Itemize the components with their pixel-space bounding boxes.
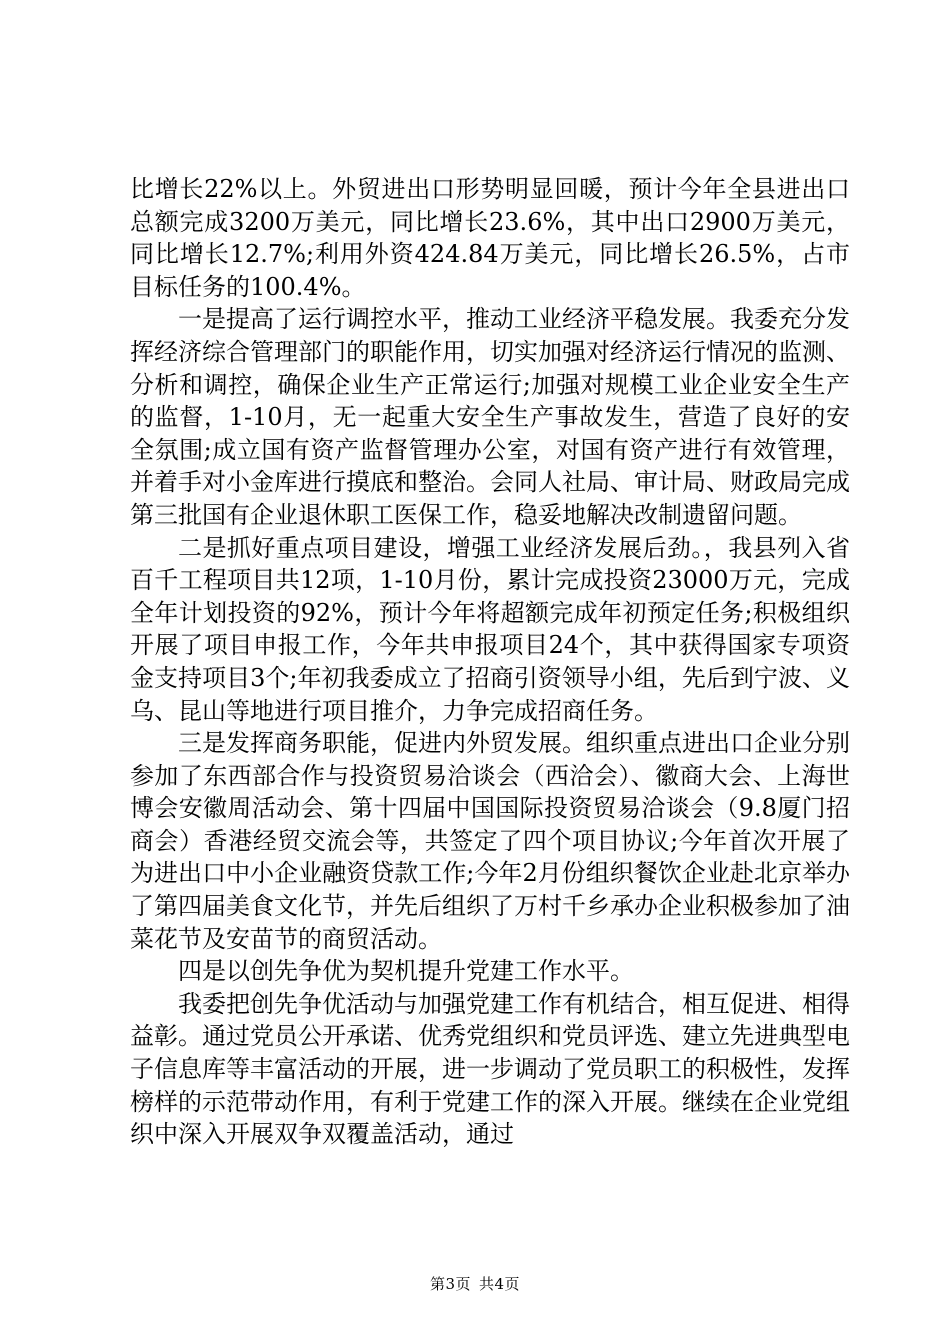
- paragraph-5: 四是以创先争优为契机提升党建工作水平。: [178, 957, 634, 986]
- paragraph-2: 一是提高了运行调控水平，推动工业经济平稳发展。我委充分发挥经济综合管理部门的职能作用，切实加强对经济运行情况的监测、分析和调控，确保企业生产正常运行;加强对规模工业企业安全生产的监督，1-10月，无一起重大安全生产事故发生，营造了良好的安全氛围;成立国有资产监督管理办公室，对国有资产进行有效管理，并着手对小金库进行摸底和整治。会同人社局、审计局、财政局完成第三批国有企业退休职工医保工作，稳妥地解决改制遗留问题。: [130, 305, 850, 529]
- paragraph-6: 我委把创先争优活动与加强党建工作有机结合，相互促进、相得益彰。通过党员公开承诺、优秀党组织和党员评选、建立先进典型电子信息库等丰富活动的开展，进一步调动了党员职工的积极性，发挥榜样的示范带动作用，有利于党建工作的深入开展。继续在企业党组织中深入开展双争双覆盖活动，通过: [130, 989, 850, 1149]
- paragraph-4: 三是发挥商务职能，促进内外贸发展。组织重点进出口企业分别参加了东西部合作与投资贸易洽谈会（西洽会）、徽商大会、上海世博会安徽周活动会、第十四届中国国际投资贸易洽谈会（9.8厦门招商会）香港经贸交流会等，共签定了四个项目协议;今年首次开展了为进出口中小企业融资贷款工作;今年2月份组织餐饮企业赴北京举办了第四届美食文化节，并先后组织了万村千乡承办企业积极参加了油菜花节及安苗节的商贸活动。: [130, 729, 850, 953]
- document-body: [130, 173, 850, 1151]
- page-number-current: 第3页: [429, 1275, 471, 1293]
- page-number-total: 共4页: [479, 1275, 521, 1293]
- paragraph-3: 二是抓好重点项目建设，增强工业经济发展后劲。，我县列入省百千工程项目共12项，1-10月份，累计完成投资23000万元，完成全年计划投资的92%，预计今年将超额完成年初预定任务;积极组织开展了项目申报工作，今年共申报项目24个，其中获得国家专项资金支持项目3个;年初我委成立了招商引资领导小组，先后到宁波、义乌、昆山等地进行项目推介，力争完成招商任务。: [130, 533, 850, 725]
- paragraph-1: 比增长22%以上。外贸进出口形势明显回暖，预计今年全县进出口总额完成3200万美元，同比增长23.6%，其中出口2900万美元，同比增长12.7%;利用外资424.84万美元，同比增长26.5%，占市目标任务的100.4%。: [130, 175, 850, 301]
- page-footer: [0, 1274, 950, 1294]
